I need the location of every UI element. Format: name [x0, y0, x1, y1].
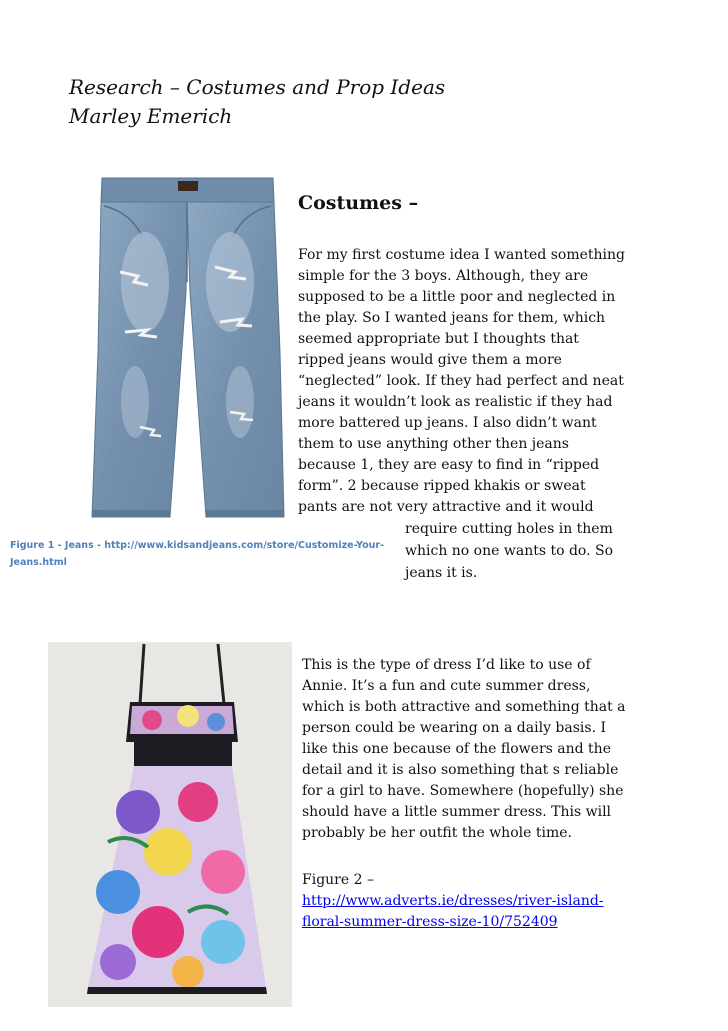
figure-1-caption	[10, 537, 390, 571]
costumes-text-line: supposed to be a little poor and neglected in	[298, 289, 616, 305]
figure-2-link[interactable]: floral-summer-dress-size-10/752409	[302, 914, 558, 930]
costumes-text-line: jeans it wouldn’t look as realistic if they had	[298, 394, 613, 410]
document-title: Research – Costumes and Prop Ideas	[69, 75, 446, 99]
caption-line: Figure 1 - Jeans - http://www.kidsandjeans.com/store/Customize-Your-	[10, 540, 385, 551]
dress-photo	[48, 642, 292, 1007]
costumes-text-line: ripped jeans would give them a more	[298, 352, 562, 368]
dress-text-line: should have a little summer dress. This will	[302, 804, 612, 820]
costumes-text-line: “neglected” look. If they had perfect and neat	[298, 373, 624, 389]
costumes-text-line: pants are not very attractive and it would	[298, 499, 594, 515]
costumes-text-line: form”. 2 because ripped khakis or sweat	[298, 478, 586, 494]
costumes-text-line: seemed appropriate but I thoughts that	[298, 331, 579, 347]
costumes-text-line: which no one wants to do. So	[405, 543, 614, 559]
costumes-text-line: require cutting holes in them	[405, 521, 613, 537]
dress-text-line: This is the type of dress I’d like to use of	[302, 657, 591, 673]
dress-text-line: probably be her outfit the whole time.	[302, 825, 572, 841]
costumes-text-line: them to use anything other then jeans	[298, 436, 569, 452]
figure-2-label: Figure 2 –	[302, 872, 374, 888]
caption-line: Jeans.html	[10, 557, 67, 568]
jeans-photo	[90, 172, 285, 527]
dress-text-line: Annie. It’s a fun and cute summer dress,	[302, 678, 591, 694]
dress-text-line: which is both attractive and something that a	[302, 699, 626, 715]
costumes-text-line: jeans it is.	[405, 565, 478, 581]
figure-2-link[interactable]: http://www.adverts.ie/dresses/river-island-	[302, 893, 604, 909]
document-author: Marley Emerich	[69, 104, 233, 128]
costumes-text-line: more battered up jeans. I also didn’t want	[298, 415, 597, 431]
dress-text-line: for a girl to have. Somewhere (hopefully) she	[302, 783, 624, 799]
costumes-text-line: because 1, they are easy to find in “ripped	[298, 457, 600, 473]
dress-text-line: like this one because of the flowers and the	[302, 741, 611, 757]
dress-text-line: person could be wearing on a daily basis. I	[302, 720, 607, 736]
costumes-heading: Costumes –	[298, 192, 419, 214]
costumes-text-line: For my first costume idea I wanted something	[298, 247, 625, 263]
costumes-text-line: simple for the 3 boys. Although, they are	[298, 268, 589, 284]
dress-text-line: detail and it is also something that s reliable	[302, 762, 619, 778]
costumes-text-line: the play. So I wanted jeans for them, which	[298, 310, 606, 326]
